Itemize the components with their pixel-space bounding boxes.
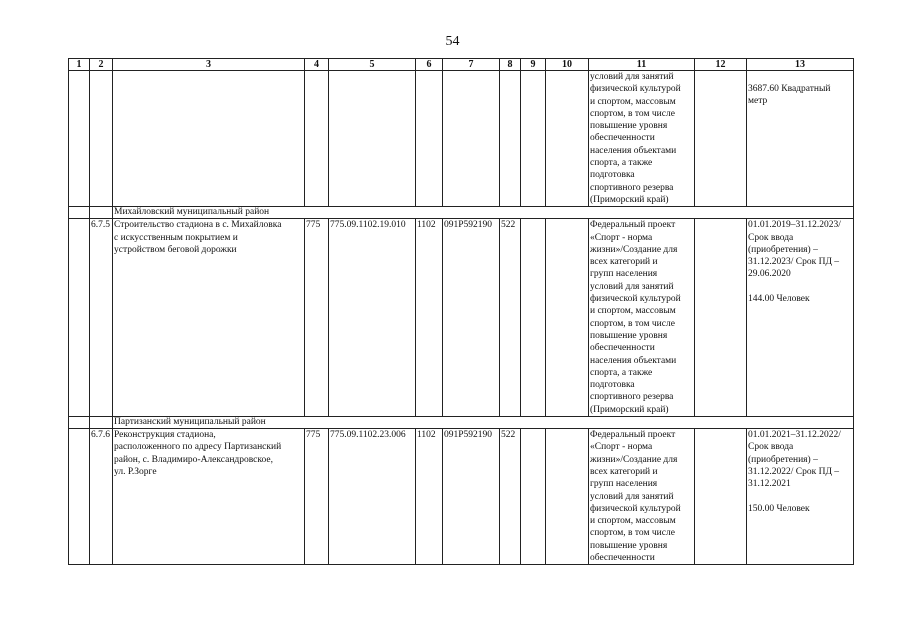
result-dates: 01.01.2021–31.12.2022/ Срок ввода (приобретения) – 31.12.2022/ Срок ПД – 31.12.2021 — [748, 430, 841, 490]
result-value: 144.00 Человек — [748, 293, 810, 304]
code-cell: 1102 — [416, 219, 443, 417]
item-name: Реконструкция стадиона, расположенного по адресу Партизанский район, с. Владимиро-Александровское, ул. Р.Зорге — [113, 429, 305, 565]
item-number: 6.7.5 — [90, 219, 113, 417]
code-cell: 775.09.1102.23.006 — [329, 429, 416, 565]
section-row — [69, 207, 854, 219]
header-cell: 4 — [305, 59, 329, 71]
result-cell — [747, 429, 854, 565]
code-cell: 775.09.1102.19.010 — [329, 219, 416, 417]
header-cell: 3 — [113, 59, 305, 71]
header-cell: 7 — [443, 59, 500, 71]
result-cell — [747, 219, 854, 417]
code-cell: 775 — [305, 219, 329, 417]
item-name: Строительство стадиона в с. Михайловка с искусственным покрытием и устройством беговой дорожки — [113, 219, 305, 417]
code-cell: 775 — [305, 429, 329, 565]
code-cell: 522 — [500, 429, 521, 565]
header-cell: 9 — [521, 59, 546, 71]
header-cell: 5 — [329, 59, 416, 71]
result-dates: 01.01.2019–31.12.2023/ Срок ввода (приобретения) – 31.12.2023/ Срок ПД – 29.06.2020 — [748, 220, 841, 280]
budget-table — [68, 58, 854, 565]
header-cell: 2 — [90, 59, 113, 71]
header-cell: 8 — [500, 59, 521, 71]
code-cell: 522 — [500, 219, 521, 417]
project-description: условий для занятий физической культурой и спортом, массовым спортом, в том числе повышение уровня обеспеченности населения объектами спорта, а также подготовка спортивного резерва (Приморский край) — [589, 71, 695, 207]
code-cell: 091P592190 — [443, 429, 500, 565]
header-cell: 12 — [695, 59, 747, 71]
table-row — [69, 219, 854, 417]
table-row — [69, 429, 854, 565]
result-value: 3687.60 Квадратный метр — [748, 84, 831, 107]
section-label: Партизанский муниципальный район — [113, 417, 854, 429]
section-row — [69, 417, 854, 429]
result-cell — [747, 71, 854, 207]
code-cell: 1102 — [416, 429, 443, 565]
table-row — [69, 71, 854, 207]
project-description: Федеральный проект «Спорт - норма жизни»/Создание для всех категорий и групп населения условий для занятий физической культурой и спортом, массовым спортом, в том числе повышение уровня обеспеченности населения объектами спорта, а также подготовка спортивного резерва (Приморский край) — [589, 219, 695, 417]
project-description: Федеральный проект «Спорт - норма жизни»/Создание для всех категорий и групп населения условий для занятий физической культурой и спортом, массовым спортом, в том числе повышение уровня обеспеченности — [589, 429, 695, 565]
section-label: Михайловский муниципальный район — [113, 207, 854, 219]
header-cell: 10 — [546, 59, 589, 71]
header-cell: 1 — [69, 59, 90, 71]
code-cell: 091P592190 — [443, 219, 500, 417]
result-value: 150.00 Человек — [748, 503, 810, 514]
item-number: 6.7.6 — [90, 429, 113, 565]
header-cell: 13 — [747, 59, 854, 71]
header-cell: 11 — [589, 59, 695, 71]
header-row — [69, 59, 854, 71]
page-number: 54 — [445, 34, 460, 49]
header-cell: 6 — [416, 59, 443, 71]
